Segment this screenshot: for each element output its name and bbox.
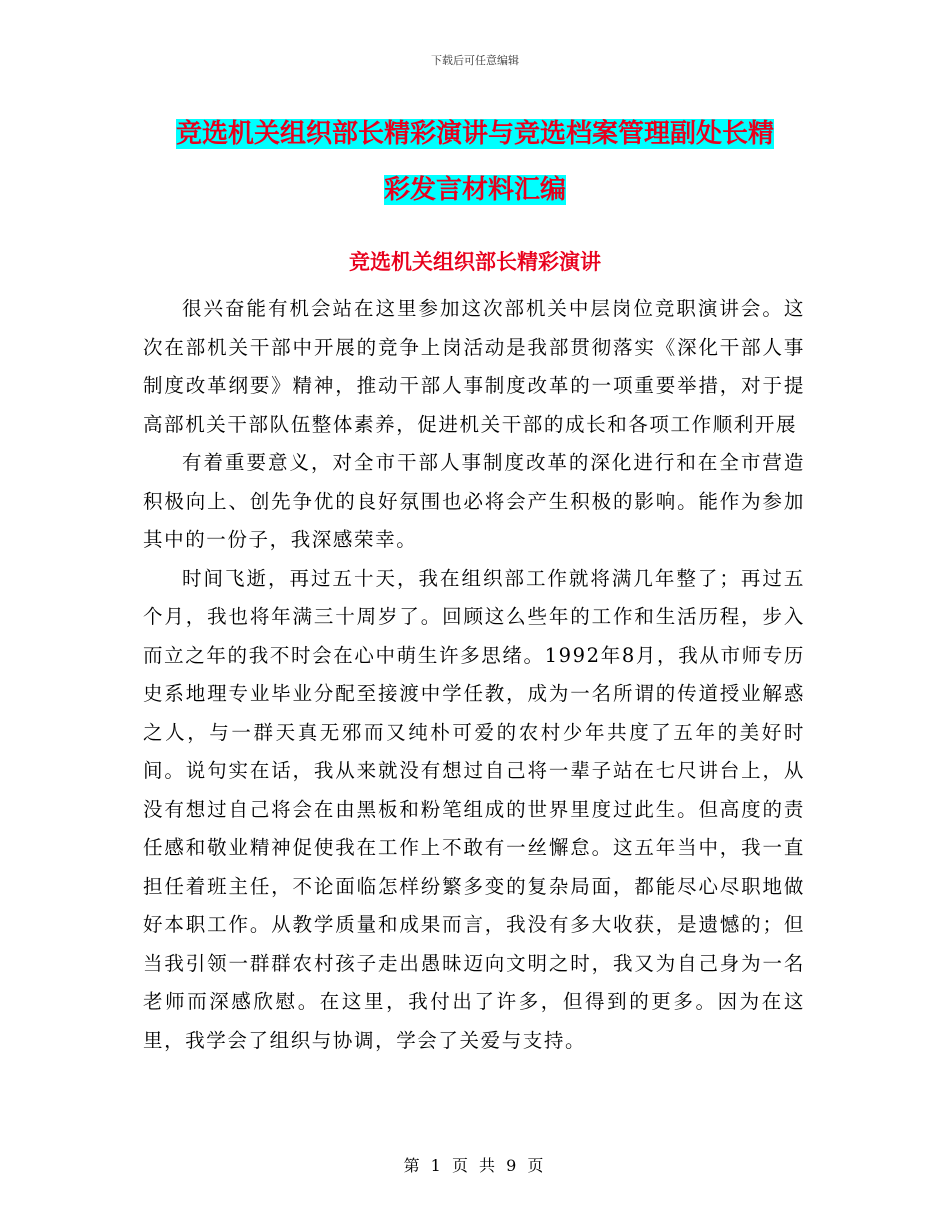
page-header-note: 下载后可任意编辑 <box>431 54 519 67</box>
section-title: 竞选机关组织部长精彩演讲 <box>349 250 601 274</box>
document-title <box>140 106 810 218</box>
body-paragraph: 有着重要意义，对全市干部人事制度改革的深化进行和在全市营造积极向上、创先争优的良好氛围也必将会产生积极的影响。能作为参加其中的一份子，我深感荣幸。 <box>143 451 805 551</box>
document-title-line-2: 彩发言材料汇编 <box>383 175 566 205</box>
document-body <box>143 290 805 1060</box>
document-title-line-1: 竞选机关组织部长精彩演讲与竞选档案管理副处长精 <box>175 119 774 149</box>
body-paragraph: 很兴奋能有机会站在这里参加这次部机关中层岗位竞职演讲会。这次在部机关干部中开展的竞争上岗活动是我部贯彻落实《深化干部人事制度改革纲要》精神，推动干部人事制度改革的一项重要举措，对于提高部机关干部队伍整体素养，促进机关干部的成长和各项工作顺利开展 <box>143 297 805 436</box>
page-number: 第 1 页 共 9 页 <box>403 1156 547 1175</box>
body-paragraph: 时间飞逝，再过五十天，我在组织部工作就将满几年整了；再过五个月，我也将年满三十周岁了。回顾这么些年的工作和生活历程，步入而立之年的我不时会在心中萌生许多思绪。1992年8月，我从市师专历史系地理专业毕业分配至接渡中学任教，成为一名所谓的传道授业解惑之人，与一群天真无邪而又纯朴可爱的农村少年共度了五年的美好时间。说句实在话，我从来就没有想过自己将一辈子站在七尺讲台上，从没有想过自己将会在由黑板和粉笔组成的世界里度过此生。但高度的责任感和敬业精神促使我在工作上不敢有一丝懈怠。这五年当中，我一直担任着班主任，不论面临怎样纷繁多变的复杂局面，都能尽心尽职地做好本职工作。从教学质量和成果而言，我没有多大收获，是遗憾的；但当我引领一群群农村孩子走出愚昧迈向文明之时，我又为自己身为一名老师而深感欣慰。在这里，我付出了许多，但得到的更多。因为在这里，我学会了组织与协调，学会了关爱与支持。 <box>143 566 805 1052</box>
